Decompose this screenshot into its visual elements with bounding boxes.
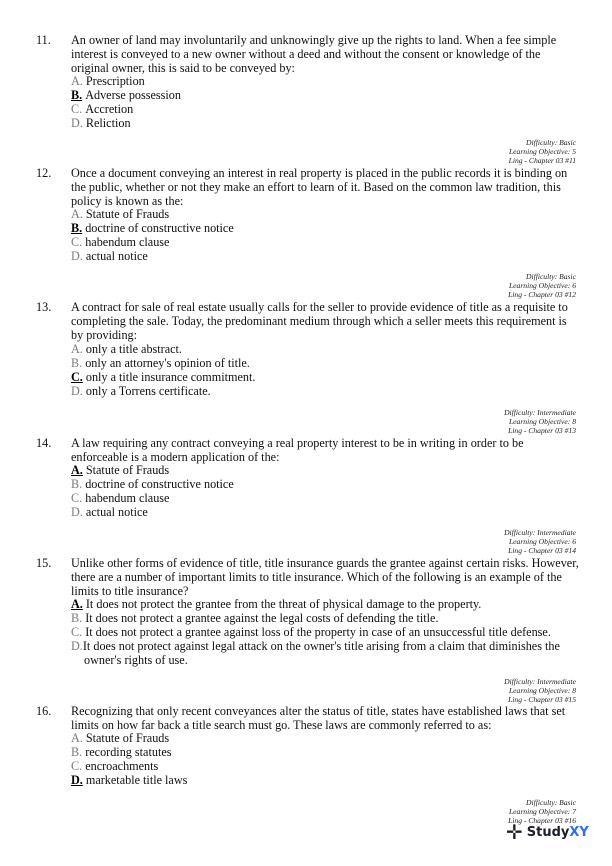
- answer-options: [71, 597, 591, 667]
- question-15-meta: [504, 677, 576, 705]
- plus-icon: ✛: [506, 820, 523, 844]
- option-letter: D.: [71, 249, 83, 263]
- option-a: [71, 463, 591, 477]
- option-letter: B.: [71, 356, 83, 370]
- question-text: An owner of land may involuntarily and unknowingly give up the rights to land. When a fee simple interest is conveyed to a new owner without a deed and without the consent or knowledge of the original owner, this is said to be conveyed by:: [71, 33, 557, 75]
- option-a: [71, 74, 591, 88]
- question-11-meta: [509, 138, 576, 166]
- option-letter: D.: [71, 505, 83, 519]
- difficulty-label: Difficulty: Intermediate: [504, 408, 576, 417]
- option-text: only a Torrens certificate.: [85, 384, 211, 398]
- option-text: only a title abstract.: [85, 342, 182, 356]
- question-number: 13.: [36, 300, 52, 314]
- option-text: Adverse possession: [85, 88, 181, 102]
- option-d: [71, 116, 591, 130]
- option-b: [71, 221, 591, 235]
- question-number: 11.: [36, 33, 51, 47]
- option-text: doctrine of constructive notice: [85, 221, 234, 235]
- correct-option-letter: B.: [71, 88, 83, 102]
- option-d: [71, 249, 591, 263]
- correct-option-letter: B.: [71, 221, 83, 235]
- source-label: Ling - Chapter 03 #16: [508, 816, 576, 826]
- answer-options: [71, 463, 591, 519]
- learning-objective-label: Learning Objective: 8: [508, 686, 576, 696]
- option-letter: A.: [71, 342, 83, 356]
- answer-options: [71, 342, 591, 398]
- option-text: habendum clause: [85, 491, 170, 505]
- option-text: Prescription: [85, 74, 145, 88]
- option-a: [71, 731, 591, 745]
- option-text: marketable title laws: [85, 773, 188, 787]
- option-text: only an attorney's opinion of title.: [85, 356, 250, 370]
- option-c: [71, 759, 591, 773]
- option-b: [71, 477, 591, 491]
- learning-objective-label: Learning Objective: 5: [508, 147, 576, 157]
- question-number: 15.: [36, 556, 52, 570]
- option-letter: C.: [71, 235, 83, 249]
- option-c: [71, 102, 591, 116]
- option-c: [71, 625, 591, 639]
- option-letter: D.: [71, 639, 83, 653]
- answer-options: [71, 207, 591, 263]
- option-text: doctrine of constructive notice: [85, 477, 234, 491]
- correct-option-letter: D.: [71, 773, 83, 787]
- option-text: It does not protect the grantee from the threat of physical damage to the property.: [85, 597, 482, 611]
- option-text: Statute of Frauds: [85, 731, 170, 745]
- correct-option-letter: C.: [71, 370, 83, 384]
- question-text: Once a document conveying an interest in real property is placed in the public records it is binding on the public, whether or not they make an effort to learn of it. Based on the common law tradition, this policy is known as the:: [71, 166, 568, 208]
- question-14-meta: [504, 528, 576, 556]
- question-number: 12.: [36, 166, 52, 180]
- option-text: only a title insurance commitment.: [85, 370, 256, 384]
- option-letter: A.: [71, 207, 83, 221]
- option-text: recording statutes: [85, 745, 172, 759]
- option-letter: B.: [71, 745, 83, 759]
- option-b: [71, 88, 591, 102]
- difficulty-label: Difficulty: Intermediate: [504, 677, 576, 686]
- source-label: Ling - Chapter 03 #12: [508, 290, 576, 300]
- question-text: Recognizing that only recent conveyances alter the status of title, states have established laws that set limits on how far back a title search must go. These laws are commonly referred to as:: [71, 704, 566, 732]
- option-letter: C.: [71, 759, 83, 773]
- question-12-meta: [508, 272, 576, 300]
- source-label: Ling - Chapter 03 #13: [508, 426, 576, 436]
- learning-objective-label: Learning Objective: 6: [508, 537, 576, 547]
- answer-options: [71, 731, 591, 787]
- option-text: actual notice: [85, 505, 148, 519]
- learning-objective-label: Learning Objective: 6: [508, 281, 576, 291]
- option-text: Reliction: [85, 116, 131, 130]
- option-text: It does not protect against legal attack on the owner's title arising from a claim that diminishes the owner's rights of use.: [82, 639, 560, 667]
- option-text: habendum clause: [85, 235, 170, 249]
- option-letter: D.: [71, 116, 83, 130]
- correct-option-letter: A.: [71, 597, 83, 611]
- option-text: Statute of Frauds: [85, 463, 170, 477]
- option-a: [71, 342, 591, 356]
- option-a: [71, 597, 591, 611]
- option-c: [71, 370, 591, 384]
- source-label: Ling - Chapter 03 #15: [508, 695, 576, 705]
- option-text: actual notice: [85, 249, 148, 263]
- option-b: [71, 745, 591, 759]
- answer-options: [71, 74, 591, 130]
- option-text: encroachments: [85, 759, 159, 773]
- option-text: It does not protect a grantee against loss of the property in case of an unsuccessful title defense.: [85, 625, 551, 639]
- option-d: [71, 773, 591, 787]
- correct-option-letter: A.: [71, 463, 83, 477]
- option-letter: B.: [71, 611, 83, 625]
- question-number: 14.: [36, 436, 52, 450]
- source-label: Ling - Chapter 03 #11: [508, 156, 576, 166]
- logo-text: [527, 825, 589, 840]
- option-letter: C.: [71, 625, 83, 639]
- option-c: [71, 235, 591, 249]
- difficulty-label: Difficulty: Intermediate: [504, 528, 576, 537]
- logo-text-main: Study: [526, 824, 570, 840]
- question-number: 16.: [36, 704, 52, 718]
- difficulty-label: Difficulty: Basic: [526, 798, 576, 807]
- question-text: A contract for sale of real estate usually calls for the seller to provide evidence of title as a requisite to completing the sale. Today, the predominant medium through which a seller meets this requirement is by providing:: [71, 300, 568, 342]
- learning-objective-label: Learning Objective: 8: [508, 417, 576, 427]
- option-c: [71, 491, 591, 505]
- option-letter: B.: [71, 477, 83, 491]
- option-letter: D.: [71, 384, 83, 398]
- question-13-meta: [504, 408, 576, 436]
- option-d: [71, 505, 591, 519]
- option-b: [71, 356, 591, 370]
- question-text: A law requiring any contract conveying a real property interest to be in writing in order to be enforceable is a modern application of the:: [71, 436, 524, 464]
- option-letter: A.: [71, 74, 83, 88]
- learning-objective-label: Learning Objective: 7: [508, 807, 576, 817]
- option-d: [71, 639, 591, 667]
- difficulty-label: Difficulty: Basic: [526, 138, 576, 147]
- option-d: [71, 384, 591, 398]
- studyxy-logo: [506, 818, 606, 846]
- logo-text-accent: XY: [569, 824, 589, 840]
- option-b: [71, 611, 591, 625]
- question-text: Unlike other forms of evidence of title, title insurance guards the grantee against certain risks. However, there are a number of important limits to title insurance. Which of the following is an example of the limits to title insurance?: [71, 556, 579, 598]
- option-text: Accretion: [85, 102, 134, 116]
- option-letter: C.: [71, 102, 83, 116]
- option-letter: A.: [71, 731, 83, 745]
- option-text: It does not protect a grantee against the legal costs of defending the title.: [85, 611, 439, 625]
- option-letter: C.: [71, 491, 83, 505]
- difficulty-label: Difficulty: Basic: [526, 272, 576, 281]
- option-text: Statute of Frauds: [85, 207, 170, 221]
- option-a: [71, 207, 591, 221]
- source-label: Ling - Chapter 03 #14: [508, 546, 576, 556]
